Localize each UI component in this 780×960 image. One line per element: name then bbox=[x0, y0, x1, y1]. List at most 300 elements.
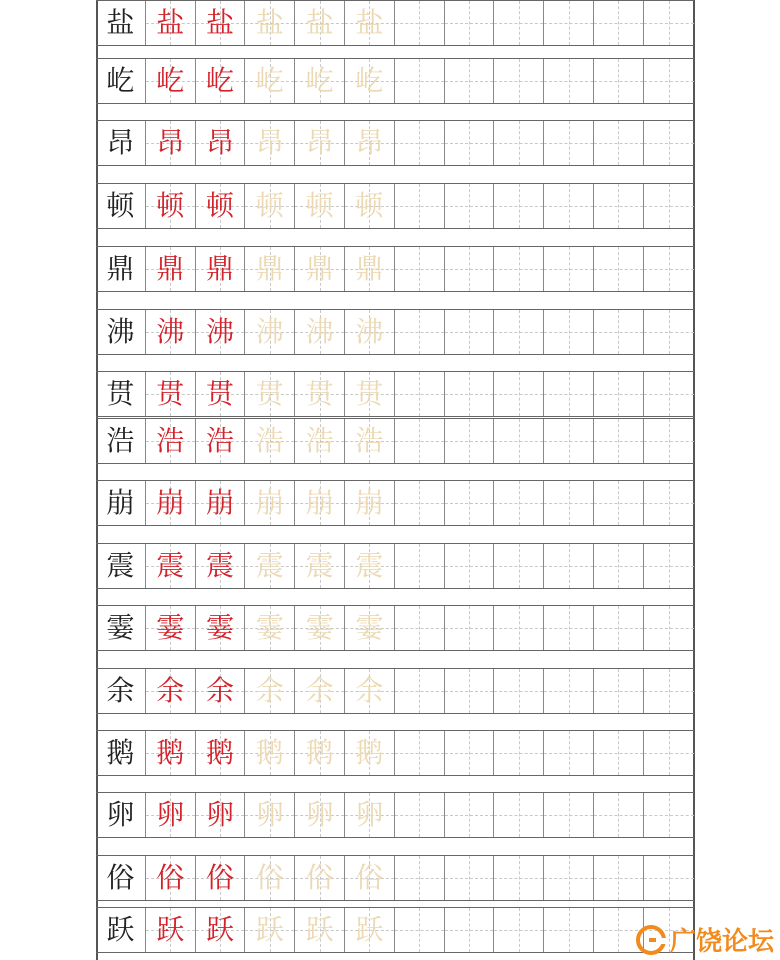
trace-character: 俗 bbox=[305, 861, 334, 894]
practice-cell bbox=[196, 310, 246, 354]
trace-character: 昂 bbox=[355, 126, 384, 159]
practice-cell bbox=[146, 121, 196, 165]
practice-cell bbox=[544, 419, 594, 463]
practice-cell bbox=[295, 793, 345, 837]
practice-cell bbox=[146, 310, 196, 354]
practice-cell bbox=[295, 481, 345, 525]
practice-cell bbox=[245, 1, 295, 45]
red-character: 浩 bbox=[205, 424, 234, 457]
practice-cell bbox=[544, 121, 594, 165]
watermark-text: 广饶论坛 bbox=[669, 927, 774, 957]
practice-cell bbox=[395, 1, 445, 45]
practice-cell bbox=[146, 731, 196, 775]
red-character: 盐 bbox=[156, 6, 185, 39]
trace-character: 鹅 bbox=[355, 736, 384, 769]
practice-cell bbox=[644, 606, 694, 650]
trace-character: 贯 bbox=[255, 377, 284, 410]
practice-row bbox=[96, 543, 694, 589]
practice-cell bbox=[96, 731, 146, 775]
practice-cell bbox=[594, 59, 644, 103]
red-character: 顿 bbox=[205, 189, 234, 222]
practice-cell bbox=[644, 372, 694, 416]
practice-cell bbox=[245, 606, 295, 650]
trace-character: 屹 bbox=[255, 64, 284, 97]
red-character: 霎 bbox=[156, 611, 185, 644]
practice-cell bbox=[544, 908, 594, 952]
practice-cell bbox=[345, 793, 395, 837]
practice-cell bbox=[146, 793, 196, 837]
red-character: 震 bbox=[156, 549, 185, 582]
practice-cell bbox=[96, 856, 146, 900]
red-character: 顿 bbox=[156, 189, 185, 222]
practice-cell bbox=[295, 544, 345, 588]
trace-character: 屹 bbox=[355, 64, 384, 97]
red-character: 盐 bbox=[205, 6, 234, 39]
g-circle-icon bbox=[636, 925, 666, 955]
practice-cell bbox=[345, 481, 395, 525]
trace-character: 霎 bbox=[305, 611, 334, 644]
trace-character: 顿 bbox=[255, 189, 284, 222]
model-character: 顿 bbox=[106, 189, 135, 222]
practice-cell bbox=[644, 856, 694, 900]
practice-cell bbox=[544, 793, 594, 837]
practice-cell bbox=[644, 121, 694, 165]
red-character: 俗 bbox=[156, 861, 185, 894]
practice-cell bbox=[345, 59, 395, 103]
practice-cell bbox=[146, 856, 196, 900]
practice-row bbox=[96, 605, 694, 651]
practice-cell bbox=[146, 1, 196, 45]
practice-cell bbox=[395, 247, 445, 291]
trace-character: 鼎 bbox=[255, 252, 284, 285]
practice-cell bbox=[494, 247, 544, 291]
practice-cell bbox=[245, 669, 295, 713]
practice-cell bbox=[245, 731, 295, 775]
trace-character: 盐 bbox=[355, 6, 384, 39]
practice-cell bbox=[544, 247, 594, 291]
practice-cell bbox=[594, 481, 644, 525]
practice-cell bbox=[395, 481, 445, 525]
practice-row bbox=[96, 418, 694, 464]
practice-cell bbox=[345, 669, 395, 713]
practice-cell bbox=[594, 793, 644, 837]
practice-cell bbox=[594, 606, 644, 650]
practice-cell bbox=[544, 59, 594, 103]
trace-character: 顿 bbox=[305, 189, 334, 222]
practice-cell bbox=[395, 310, 445, 354]
practice-cell bbox=[245, 372, 295, 416]
practice-cell bbox=[96, 669, 146, 713]
practice-cell bbox=[146, 247, 196, 291]
trace-character: 沸 bbox=[305, 315, 334, 348]
trace-character: 崩 bbox=[255, 486, 284, 519]
practice-cell bbox=[544, 481, 594, 525]
practice-cell bbox=[445, 419, 495, 463]
practice-cell bbox=[345, 856, 395, 900]
trace-character: 余 bbox=[305, 674, 334, 707]
practice-row bbox=[96, 183, 694, 229]
trace-character: 浩 bbox=[255, 424, 284, 457]
practice-cell bbox=[196, 481, 246, 525]
trace-character: 余 bbox=[355, 674, 384, 707]
trace-character: 鹅 bbox=[255, 736, 284, 769]
practice-cell bbox=[245, 184, 295, 228]
practice-cell bbox=[295, 1, 345, 45]
red-character: 沸 bbox=[156, 315, 185, 348]
trace-character: 崩 bbox=[355, 486, 384, 519]
practice-cell bbox=[345, 544, 395, 588]
practice-cell bbox=[245, 310, 295, 354]
practice-row bbox=[96, 58, 694, 104]
practice-cell bbox=[594, 372, 644, 416]
trace-character: 浩 bbox=[355, 424, 384, 457]
trace-character: 卵 bbox=[305, 798, 334, 831]
red-character: 崩 bbox=[205, 486, 234, 519]
practice-cell bbox=[395, 544, 445, 588]
practice-cell bbox=[96, 1, 146, 45]
practice-row bbox=[96, 309, 694, 355]
practice-cell bbox=[594, 731, 644, 775]
practice-cell bbox=[196, 908, 246, 952]
practice-cell bbox=[644, 731, 694, 775]
practice-cell bbox=[494, 731, 544, 775]
model-character: 贯 bbox=[106, 377, 135, 410]
practice-cell bbox=[594, 310, 644, 354]
practice-cell bbox=[245, 544, 295, 588]
trace-character: 跃 bbox=[255, 913, 284, 946]
practice-cell bbox=[345, 606, 395, 650]
practice-cell bbox=[494, 481, 544, 525]
practice-row bbox=[96, 855, 694, 901]
practice-cell bbox=[295, 372, 345, 416]
trace-character: 鹅 bbox=[305, 736, 334, 769]
practice-cell bbox=[196, 121, 246, 165]
practice-cell bbox=[245, 59, 295, 103]
practice-cell bbox=[644, 481, 694, 525]
practice-cell bbox=[245, 121, 295, 165]
practice-cell bbox=[345, 184, 395, 228]
practice-cell bbox=[644, 310, 694, 354]
model-character: 鼎 bbox=[106, 252, 135, 285]
practice-cell bbox=[295, 59, 345, 103]
practice-cell bbox=[96, 184, 146, 228]
practice-cell bbox=[96, 793, 146, 837]
practice-cell bbox=[494, 419, 544, 463]
practice-cell bbox=[295, 184, 345, 228]
practice-cell bbox=[445, 606, 495, 650]
practice-cell bbox=[594, 121, 644, 165]
trace-character: 俗 bbox=[255, 861, 284, 894]
practice-cell bbox=[445, 793, 495, 837]
practice-cell bbox=[96, 59, 146, 103]
practice-cell bbox=[494, 908, 544, 952]
practice-cell bbox=[445, 544, 495, 588]
practice-cell bbox=[644, 1, 694, 45]
practice-cell bbox=[96, 247, 146, 291]
practice-cell bbox=[295, 669, 345, 713]
trace-character: 顿 bbox=[355, 189, 384, 222]
practice-cell bbox=[96, 481, 146, 525]
practice-cell bbox=[395, 121, 445, 165]
practice-cell bbox=[494, 372, 544, 416]
practice-cell bbox=[544, 669, 594, 713]
practice-cell bbox=[395, 793, 445, 837]
red-character: 俗 bbox=[205, 861, 234, 894]
red-character: 震 bbox=[205, 549, 234, 582]
practice-cell bbox=[395, 59, 445, 103]
practice-cell bbox=[445, 1, 495, 45]
trace-character: 盐 bbox=[305, 6, 334, 39]
trace-character: 盐 bbox=[255, 6, 284, 39]
red-character: 跃 bbox=[156, 913, 185, 946]
trace-character: 贯 bbox=[305, 377, 334, 410]
trace-character: 卵 bbox=[255, 798, 284, 831]
practice-cell bbox=[295, 731, 345, 775]
practice-cell bbox=[445, 669, 495, 713]
practice-cell bbox=[644, 184, 694, 228]
practice-cell bbox=[196, 669, 246, 713]
practice-cell bbox=[445, 247, 495, 291]
practice-cell bbox=[494, 59, 544, 103]
practice-cell bbox=[644, 59, 694, 103]
practice-cell bbox=[245, 419, 295, 463]
trace-character: 震 bbox=[255, 549, 284, 582]
practice-cell bbox=[96, 310, 146, 354]
red-character: 跃 bbox=[205, 913, 234, 946]
red-character: 昂 bbox=[156, 126, 185, 159]
practice-cell bbox=[445, 59, 495, 103]
practice-cell bbox=[295, 121, 345, 165]
practice-cell bbox=[345, 121, 395, 165]
practice-cell bbox=[345, 731, 395, 775]
practice-cell bbox=[644, 793, 694, 837]
practice-cell bbox=[544, 544, 594, 588]
trace-character: 跃 bbox=[355, 913, 384, 946]
practice-cell bbox=[445, 310, 495, 354]
practice-cell bbox=[445, 856, 495, 900]
practice-cell bbox=[196, 59, 246, 103]
watermark-logo bbox=[636, 921, 774, 958]
practice-row bbox=[96, 246, 694, 292]
trace-character: 卵 bbox=[355, 798, 384, 831]
practice-cell bbox=[245, 856, 295, 900]
red-character: 余 bbox=[205, 674, 234, 707]
trace-character: 震 bbox=[305, 549, 334, 582]
red-character: 昂 bbox=[205, 126, 234, 159]
practice-cell bbox=[146, 544, 196, 588]
practice-cell bbox=[295, 419, 345, 463]
red-character: 屹 bbox=[205, 64, 234, 97]
practice-cell bbox=[594, 856, 644, 900]
practice-cell bbox=[295, 247, 345, 291]
practice-cell bbox=[594, 544, 644, 588]
practice-cell bbox=[295, 856, 345, 900]
practice-cell bbox=[445, 184, 495, 228]
practice-cell bbox=[345, 908, 395, 952]
trace-character: 震 bbox=[355, 549, 384, 582]
practice-cell bbox=[644, 669, 694, 713]
practice-cell bbox=[196, 184, 246, 228]
model-character: 震 bbox=[106, 549, 135, 582]
trace-character: 屹 bbox=[305, 64, 334, 97]
red-character: 贯 bbox=[205, 377, 234, 410]
practice-cell bbox=[594, 247, 644, 291]
practice-cell bbox=[594, 419, 644, 463]
practice-cell bbox=[494, 121, 544, 165]
red-character: 鹅 bbox=[156, 736, 185, 769]
model-character: 鹅 bbox=[106, 736, 135, 769]
practice-cell bbox=[196, 793, 246, 837]
practice-cell bbox=[494, 669, 544, 713]
practice-cell bbox=[494, 856, 544, 900]
practice-cell bbox=[544, 310, 594, 354]
practice-row bbox=[96, 907, 694, 953]
practice-cell bbox=[395, 184, 445, 228]
practice-cell bbox=[345, 419, 395, 463]
practice-row bbox=[96, 0, 694, 46]
practice-cell bbox=[196, 419, 246, 463]
practice-cell bbox=[544, 606, 594, 650]
trace-character: 鼎 bbox=[355, 252, 384, 285]
practice-cell bbox=[395, 669, 445, 713]
model-character: 昂 bbox=[106, 126, 135, 159]
trace-character: 昂 bbox=[255, 126, 284, 159]
model-character: 崩 bbox=[106, 486, 135, 519]
practice-cell bbox=[494, 544, 544, 588]
practice-cell bbox=[395, 731, 445, 775]
practice-cell bbox=[445, 731, 495, 775]
practice-cell bbox=[395, 419, 445, 463]
practice-cell bbox=[345, 1, 395, 45]
red-character: 鹅 bbox=[205, 736, 234, 769]
red-character: 鼎 bbox=[205, 252, 234, 285]
practice-cell bbox=[196, 606, 246, 650]
practice-cell bbox=[245, 908, 295, 952]
practice-cell bbox=[245, 247, 295, 291]
practice-cell bbox=[494, 793, 544, 837]
practice-cell bbox=[345, 247, 395, 291]
model-character: 屹 bbox=[106, 64, 135, 97]
practice-row bbox=[96, 730, 694, 776]
practice-cell bbox=[196, 1, 246, 45]
practice-cell bbox=[146, 908, 196, 952]
practice-cell bbox=[96, 908, 146, 952]
practice-cell bbox=[196, 544, 246, 588]
red-character: 鼎 bbox=[156, 252, 185, 285]
practice-cell bbox=[196, 731, 246, 775]
practice-cell bbox=[544, 1, 594, 45]
practice-cell bbox=[146, 184, 196, 228]
practice-cell bbox=[345, 372, 395, 416]
trace-character: 昂 bbox=[305, 126, 334, 159]
practice-cell bbox=[345, 310, 395, 354]
practice-cell bbox=[445, 121, 495, 165]
practice-cell bbox=[196, 372, 246, 416]
practice-cell bbox=[295, 310, 345, 354]
practice-cell bbox=[395, 606, 445, 650]
red-character: 浩 bbox=[156, 424, 185, 457]
red-character: 卵 bbox=[205, 798, 234, 831]
trace-character: 余 bbox=[255, 674, 284, 707]
trace-character: 沸 bbox=[255, 315, 284, 348]
trace-character: 霎 bbox=[355, 611, 384, 644]
practice-cell bbox=[146, 372, 196, 416]
model-character: 余 bbox=[106, 674, 135, 707]
practice-cell bbox=[494, 606, 544, 650]
practice-row bbox=[96, 668, 694, 714]
practice-cell bbox=[146, 606, 196, 650]
practice-cell bbox=[295, 908, 345, 952]
red-character: 沸 bbox=[205, 315, 234, 348]
practice-cell bbox=[644, 544, 694, 588]
practice-cell bbox=[445, 481, 495, 525]
red-character: 贯 bbox=[156, 377, 185, 410]
practice-cell bbox=[96, 606, 146, 650]
practice-cell bbox=[146, 481, 196, 525]
practice-cell bbox=[395, 908, 445, 952]
practice-cell bbox=[445, 908, 495, 952]
practice-cell bbox=[544, 856, 594, 900]
trace-character: 浩 bbox=[305, 424, 334, 457]
model-character: 浩 bbox=[106, 424, 135, 457]
practice-cell bbox=[594, 1, 644, 45]
trace-character: 跃 bbox=[305, 913, 334, 946]
practice-cell bbox=[196, 856, 246, 900]
practice-cell bbox=[494, 184, 544, 228]
practice-cell bbox=[395, 856, 445, 900]
practice-cell bbox=[96, 544, 146, 588]
practice-cell bbox=[544, 372, 594, 416]
practice-row bbox=[96, 480, 694, 526]
model-character: 俗 bbox=[106, 861, 135, 894]
model-character: 卵 bbox=[106, 798, 135, 831]
red-character: 卵 bbox=[156, 798, 185, 831]
practice-cell bbox=[245, 793, 295, 837]
practice-cell bbox=[494, 310, 544, 354]
practice-cell bbox=[544, 184, 594, 228]
model-character: 盐 bbox=[106, 6, 135, 39]
trace-character: 俗 bbox=[355, 861, 384, 894]
practice-cell bbox=[544, 731, 594, 775]
practice-cell bbox=[196, 247, 246, 291]
practice-cell bbox=[245, 481, 295, 525]
practice-cell bbox=[395, 372, 445, 416]
practice-cell bbox=[295, 606, 345, 650]
practice-cell bbox=[644, 419, 694, 463]
red-character: 屹 bbox=[156, 64, 185, 97]
practice-cell bbox=[146, 59, 196, 103]
practice-cell bbox=[445, 372, 495, 416]
red-character: 余 bbox=[156, 674, 185, 707]
trace-character: 崩 bbox=[305, 486, 334, 519]
practice-cell bbox=[594, 669, 644, 713]
model-character: 沸 bbox=[106, 315, 135, 348]
practice-cell bbox=[146, 669, 196, 713]
model-character: 霎 bbox=[106, 611, 135, 644]
trace-character: 霎 bbox=[255, 611, 284, 644]
trace-character: 鼎 bbox=[305, 252, 334, 285]
trace-character: 贯 bbox=[355, 377, 384, 410]
trace-character: 沸 bbox=[355, 315, 384, 348]
practice-cell bbox=[146, 419, 196, 463]
practice-row bbox=[96, 371, 694, 417]
model-character: 跃 bbox=[106, 913, 135, 946]
red-character: 霎 bbox=[205, 611, 234, 644]
practice-cell bbox=[594, 184, 644, 228]
practice-cell bbox=[96, 121, 146, 165]
practice-cell bbox=[644, 247, 694, 291]
practice-cell bbox=[96, 372, 146, 416]
